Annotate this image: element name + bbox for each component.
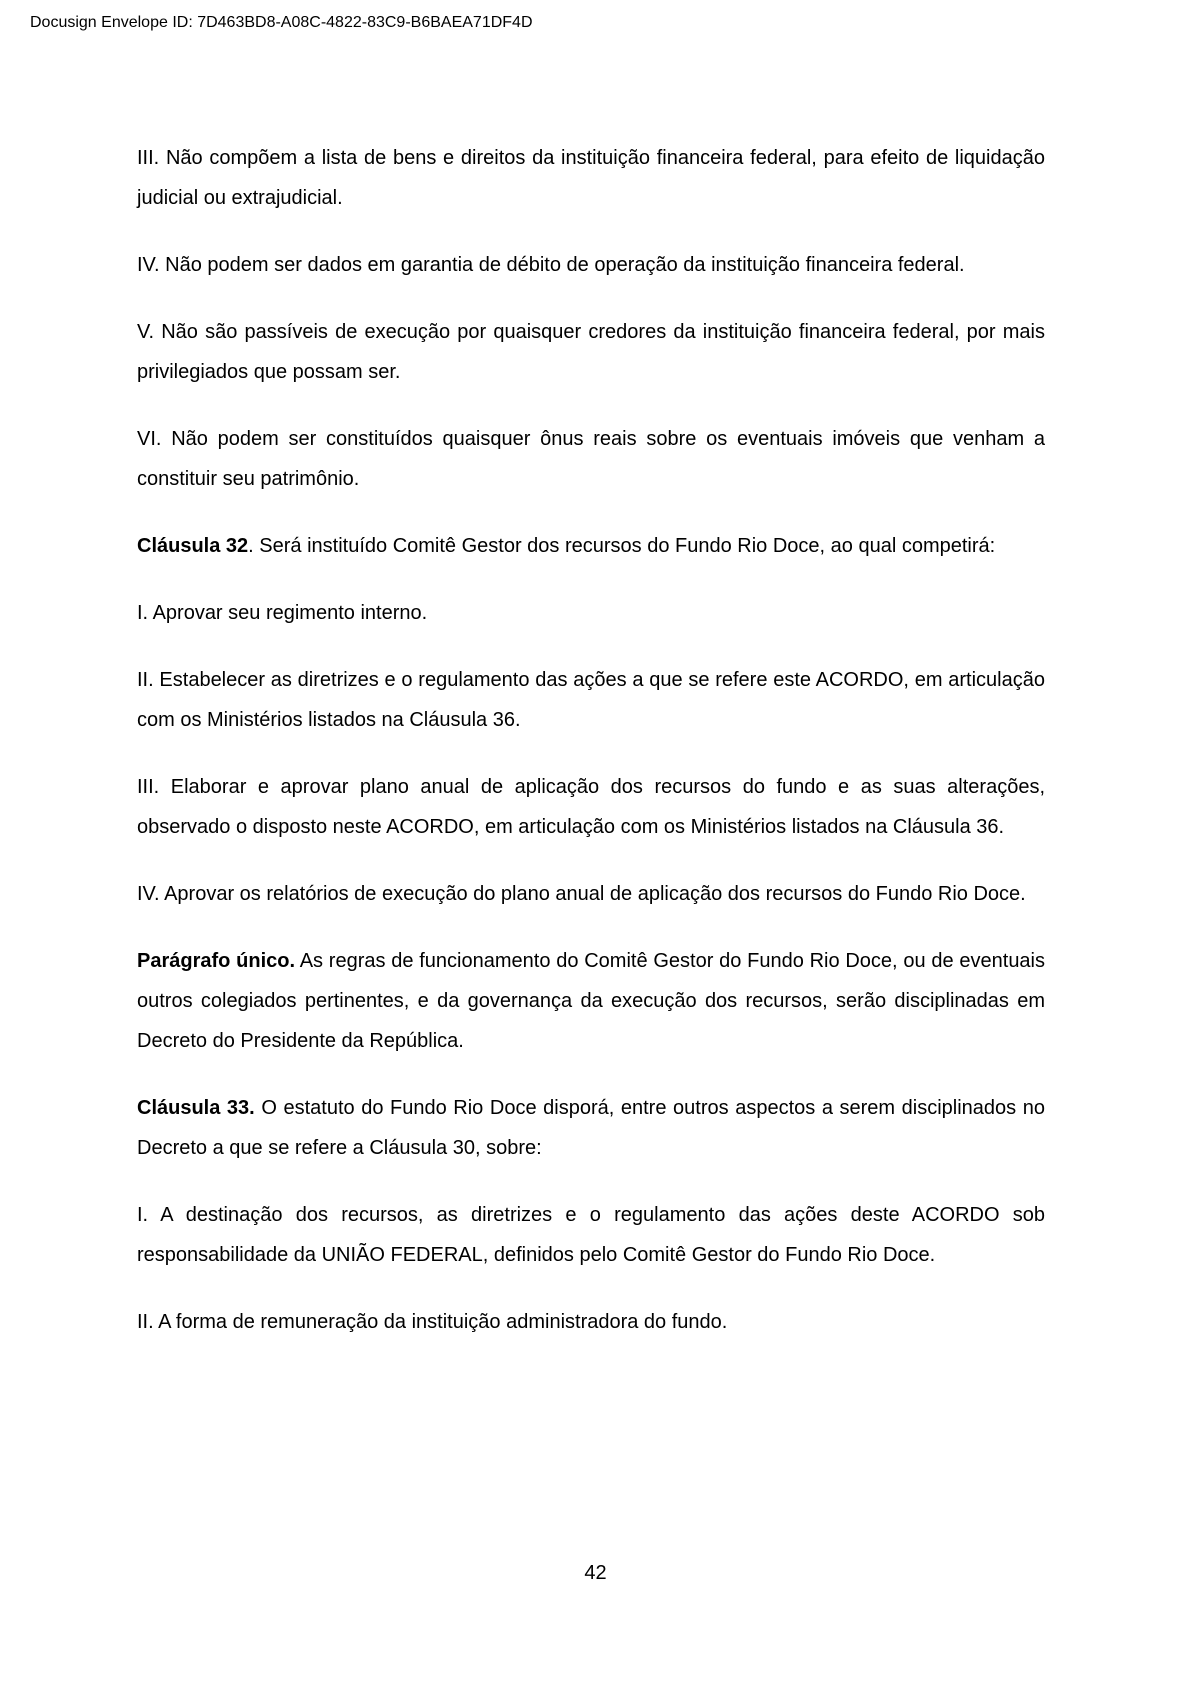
paragraph-text: II. Estabelecer as diretrizes e o regulamento das ações a que se refere este ACORDO, em articulação com os Ministérios listados na Cláusula 36. bbox=[137, 669, 1045, 731]
paragraph-text: III. Não compõem a lista de bens e direitos da instituição financeira federal, para efeito de liquidação judicial ou extrajudicial. bbox=[137, 147, 1045, 209]
clause-item-iv-garantia bbox=[137, 245, 1045, 285]
clausula-32-item-iii bbox=[137, 767, 1045, 847]
paragraph-text: II. A forma de remuneração da instituição administradora do fundo. bbox=[137, 1311, 728, 1333]
clausula-33-heading-paragraph bbox=[137, 1088, 1045, 1168]
clausula-32-paragrafo-unico bbox=[137, 941, 1045, 1061]
paragraph-text: III. Elaborar e aprovar plano anual de aplicação dos recursos do fundo e as suas alterações, observado o disposto neste ACORDO, em articulação com os Ministérios listados na Cláusula 36. bbox=[137, 776, 1045, 838]
paragraph-lead: Cláusula 32 bbox=[137, 535, 249, 557]
docusign-envelope-id-label: Docusign Envelope ID: 7D463BD8-A08C-4822-83C9-B6BAEA71DF4D bbox=[30, 14, 533, 31]
clausula-33-item-i bbox=[137, 1195, 1045, 1275]
clause-item-v-execucao bbox=[137, 312, 1045, 392]
paragraph-text: IV. Não podem ser dados em garantia de débito de operação da instituição financeira federal. bbox=[137, 254, 965, 276]
paragraph-text: . Será instituído Comitê Gestor dos recursos do Fundo Rio Doce, ao qual competirá: bbox=[248, 535, 996, 557]
paragraph-text: IV. Aprovar os relatórios de execução do plano anual de aplicação dos recursos do Fundo Rio Doce. bbox=[137, 883, 1026, 905]
paragraph-text: V. Não são passíveis de execução por quaisquer credores da instituição financeira federal, por mais privilegiados que possam ser. bbox=[137, 321, 1045, 383]
paragraph-text: I. A destinação dos recursos, as diretrizes e o regulamento das ações deste ACORDO sob responsabilidade da UNIÃO FEDERAL, definidos pelo Comitê Gestor do Fundo Rio Doce. bbox=[137, 1204, 1045, 1266]
paragraph-lead: Parágrafo único. bbox=[137, 950, 296, 972]
clausula-32-item-i bbox=[137, 593, 1045, 633]
clausula-32-item-iv bbox=[137, 874, 1045, 914]
clause-item-iii-bens-direitos bbox=[137, 138, 1045, 218]
page-number: 42 bbox=[584, 1562, 607, 1584]
clausula-33-item-ii bbox=[137, 1302, 1045, 1342]
clausula-32-heading-paragraph bbox=[137, 526, 1045, 566]
clause-item-vi-onus-reais bbox=[137, 419, 1045, 499]
paragraph-text: VI. Não podem ser constituídos quaisquer ônus reais sobre os eventuais imóveis que venham a constituir seu patrimônio. bbox=[137, 428, 1045, 490]
paragraph-lead: Cláusula 33. bbox=[137, 1097, 255, 1119]
paragraph-text: O estatuto do Fundo Rio Doce disporá, entre outros aspectos a serem disciplinados no Decreto a que se refere a Cláusula 30, sobre: bbox=[137, 1097, 1045, 1159]
clausula-32-item-ii bbox=[137, 660, 1045, 740]
paragraph-text: As regras de funcionamento do Comitê Gestor do Fundo Rio Doce, ou de eventuais outros colegiados pertinentes, e da governança da execução dos recursos, serão disciplinadas em Decreto do Presidente da República. bbox=[137, 950, 1046, 1052]
paragraph-text: I. Aprovar seu regimento interno. bbox=[137, 602, 428, 624]
document-body bbox=[137, 138, 1045, 1369]
